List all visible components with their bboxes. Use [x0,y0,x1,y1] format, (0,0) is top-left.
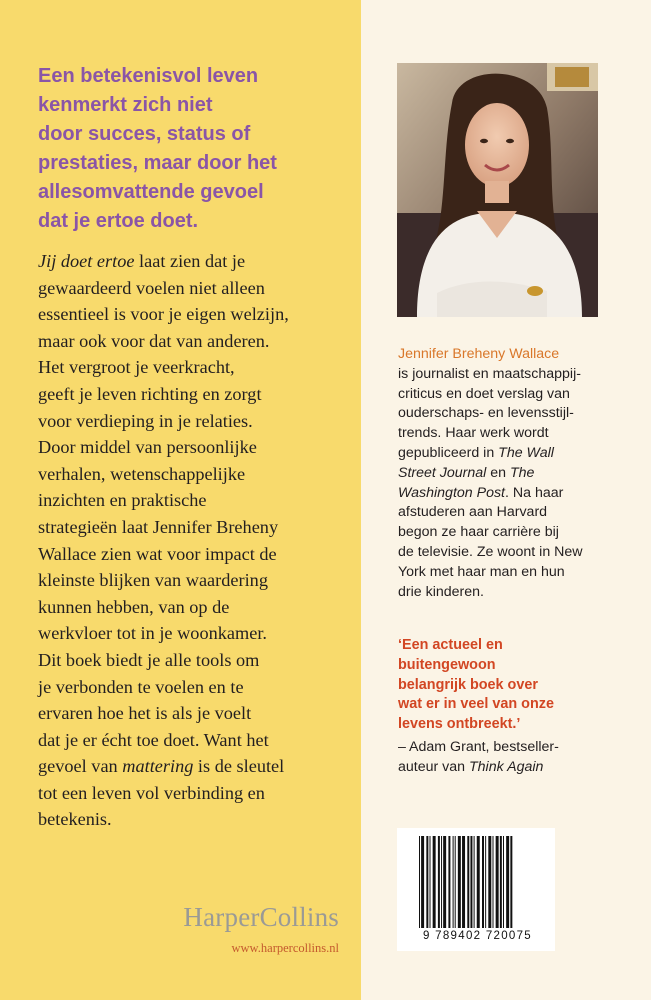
blurb-text: betekenis. [38,809,112,830]
tagline-line: door succes, status of [38,123,251,145]
author-bio [398,345,643,602]
bio-line [398,385,643,405]
tagline-line: Een betekenisvol leven [38,65,259,87]
blurb-line [38,248,360,275]
blurb-text: essentieel is voor je eigen welzijn, [38,304,289,325]
blurb-line [38,647,360,674]
blurb-line [38,727,360,754]
quote-line: belangrijk boek over [398,676,538,693]
blurb-line [38,780,360,807]
bio-text: York met haar man en hun [398,563,565,580]
quote-line: ‘Een actueel en [398,637,503,653]
bio-text: ouderschaps- en levensstijl- [398,405,574,422]
quote-line: buitengewoon [398,656,496,673]
blurb-line [38,620,360,647]
blurb-line [38,674,360,701]
bio-italic-text: The Wall [498,444,554,461]
author-portrait-image [397,63,598,317]
bio-line [398,563,643,583]
bio-line [398,543,643,563]
blurb-line [38,514,360,541]
bio-italic-text: Street Journal [398,464,487,481]
attribution-text: – Adam Grant, bestseller- [398,739,559,755]
blurb-text: verhalen, wetenschappelijke [38,463,246,484]
blurb-line [38,275,360,302]
bio-text: afstuderen aan Harvard [398,504,548,521]
attribution-line [398,758,643,778]
blurb-line [38,567,360,594]
bio-text: drie kinderen. [398,583,484,600]
blurb-text: maar ook voor dat van anderen. [38,330,270,351]
bio-line [398,464,643,484]
blurb-line [38,700,360,727]
blurb-text: geeft je leven richting en zorgt [38,383,262,404]
attribution-line [398,738,643,758]
blurb-text: werkvloer tot in je woonkamer. [38,623,267,644]
bio-line [398,424,643,444]
bio-text: . Na haar [505,484,564,501]
blurb-line [38,434,360,461]
blurb-text: je verbonden te voelen en te [38,676,244,697]
bio-line [398,523,643,543]
blurb-line [38,461,360,488]
blurb-text: gevoel van [38,756,123,777]
blurb-line [38,806,360,833]
blurb-text: laat zien dat je [134,251,246,271]
bio-text: begon ze haar carrière bij [398,524,559,541]
bio-text: en [486,464,510,481]
tagline-line: dat je ertoe doet. [38,210,199,232]
blurb-text: Het vergroot je veerkracht, [38,357,235,378]
blurb-text: kunnen hebben, van op de [38,596,230,617]
blurb-line [38,301,360,328]
attribution-text: auteur van [398,758,469,775]
bio-text: gepubliceerd in [398,444,499,461]
blurb-line [38,487,360,514]
blurb-line [38,541,360,568]
blurb-text: voor verdieping in je relaties. [38,410,253,431]
bio-text: criticus en doet verslag van [398,385,570,402]
blurb-text: Dit boek biedt je alle tools om [38,649,260,670]
quote-attribution [398,738,643,778]
bio-line [398,583,643,603]
bio-text: is journalist en maatschappij- [398,365,581,382]
quote-line: levens ontbreekt.’ [398,716,521,733]
blurb-text: gewaardeerd voelen niet alleen [38,277,265,298]
blurb-line [38,408,360,435]
blurb-line [38,753,360,780]
tagline-line: prestaties, maar door het [38,152,277,174]
blurb-text: strategieën laat Jennifer Breheny [38,516,279,537]
blurb-line [38,594,360,621]
blurb-text: inzichten en praktische [38,490,207,511]
blurb-text: kleinste blijken van waardering [38,570,268,591]
barcode-icon [397,828,555,928]
author-name: Jennifer Breheny Wallace [398,346,560,362]
bio-italic-text: The [510,464,535,481]
blurb-text: dat je er écht toe doet. Want het [38,729,269,750]
author-photo [397,63,598,317]
blurb-line [38,381,360,408]
blurb-text: ervaren hoe het is als je voelt [38,703,252,724]
book-description [38,248,360,833]
bio-text: de televisie. Ze woont in New [398,543,583,560]
blurb-italic-text: mattering [122,756,194,777]
isbn-barcode [397,828,555,951]
blurb-text: is de sleutel [193,756,285,777]
blurb-text: tot een leven vol verbinding en [38,782,265,803]
blurb-line [38,354,360,381]
bio-line [398,503,643,523]
bio-line [398,484,643,504]
bio-text: trends. Haar werk wordt [398,425,549,442]
bio-line [398,444,643,464]
publisher-logo: HarperCollins [183,902,339,932]
blurb-italic-text: Jij doet ertoe [38,251,135,271]
isbn-number: 9 789402 720075 [422,930,533,942]
review-quote [398,636,643,735]
blurb-text: Wallace zien wat voor impact de [38,543,277,564]
attribution-italic-text: Think Again [469,758,544,775]
tagline-line: allesomvattende gevoel [38,181,264,203]
quote-line: wat er in veel van onze [398,696,554,713]
blurb-line [38,328,360,355]
bio-italic-text: Washington Post [398,484,505,501]
tagline-line: kenmerkt zich niet [38,94,213,116]
blurb-text: Door middel van persoonlijke [38,437,257,458]
publisher-url[interactable]: www.harpercollins.nl [231,941,339,955]
tagline [38,62,358,236]
bio-line [398,365,643,385]
bio-line [398,404,643,424]
